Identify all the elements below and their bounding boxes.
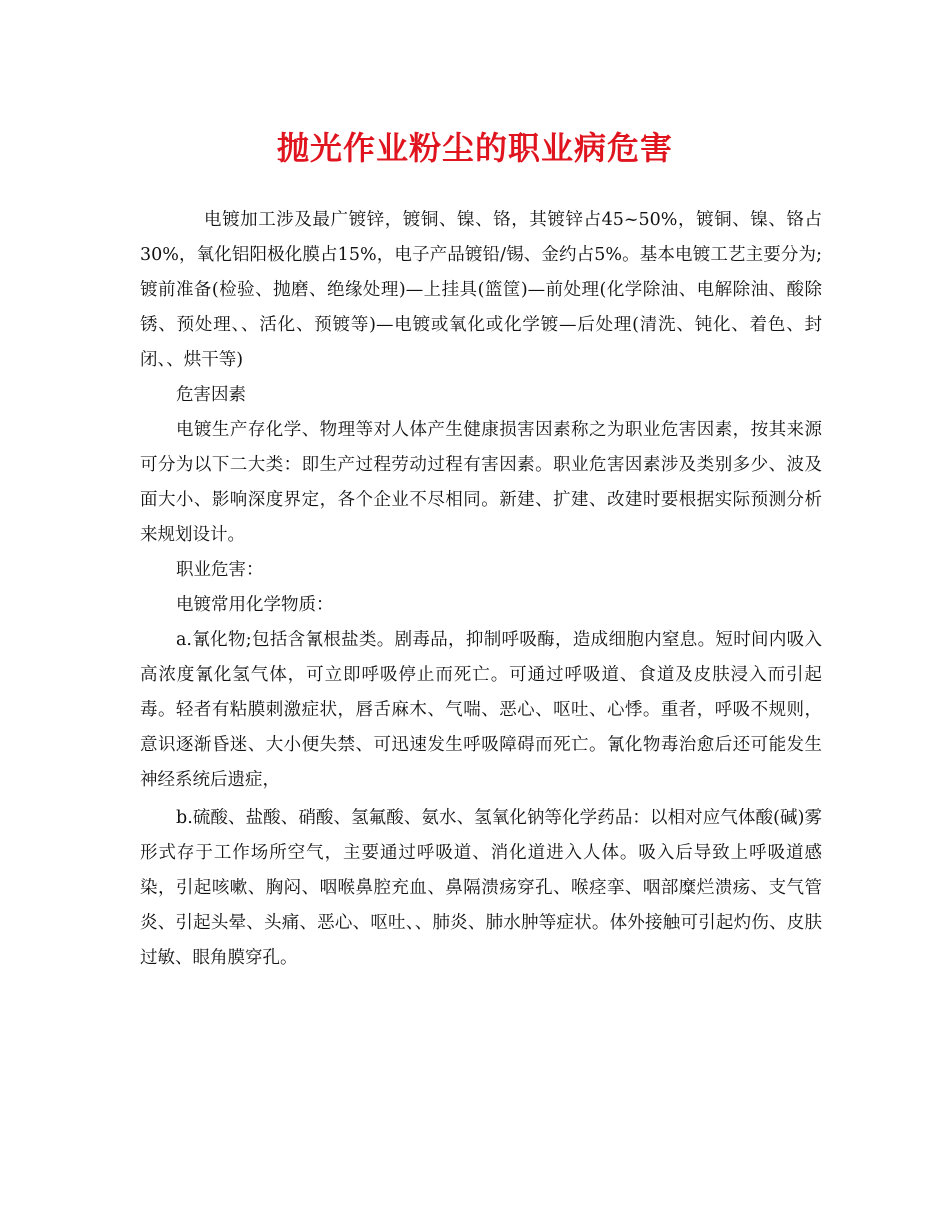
paragraph-hazard-factors: 电镀生产存化学、物理等对人体产生健康损害因素称之为职业危害因素，按其来源可分为以下二大类：即生产过程劳动过程有害因素。职业危害因素涉及类别多少、波及面大小、影响深度界定，各个企业不尽相同。新建、扩建、改建时要根据实际预测分析来规划设计。 xyxy=(140,420,822,545)
heading-common-chemicals: 电镀常用化学物质： xyxy=(176,595,334,615)
heading-occupational-hazards: 职业危害： xyxy=(176,560,264,580)
heading-hazard-factors: 危害因素 xyxy=(176,385,246,405)
paragraph-intro: 电镀加工涉及最广镀锌，镀铜、镍、铬，其镀锌占45~50%，镀铜、镍、铬占30%，氧化铝阳极化膜占15%，电子产品镀铅/锡、金约占5%。基本电镀工艺主要分为;镀前准备(检验、抛磨、绝缘处理)—上挂具(篮筐)—前处理(化学除油、电解除油、酸除锈、预处理、、活化、预镀等)—电镀或氧化或化学镀—后处理(清洗、钝化、着色、封闭、、烘干等) xyxy=(140,210,822,370)
document-title: 抛光作业粉尘的职业病危害 xyxy=(276,129,673,167)
document-body xyxy=(140,203,822,976)
paragraph-acids: b.硫酸、盐酸、硝酸、氢氟酸、氨水、氢氧化钠等化学药品：以相对应气体酸(碱)雾形式存于工作场所空气，主要通过呼吸道、消化道进入人体。吸入后导致上呼吸道感染，引起咳嗽、胸闷、咽喉鼻腔充血、鼻隔溃疡穿孔、喉痉挛、咽部糜烂溃疡、支气管炎、引起头晕、头痛、恶心、呕吐、、肺炎、肺水肿等症状。体外接触可引起灼伤、皮肤过敏、眼角膜穿孔。 xyxy=(140,808,822,968)
paragraph-cyanide: a.氰化物;包括含氰根盐类。剧毒品，抑制呼吸酶，造成细胞内窒息。短时间内吸入高浓度氰化氢气体，可立即呼吸停止而死亡。可通过呼吸道、食道及皮肤浸入而引起毒。轻者有粘膜刺激症状，唇舌麻木、气喘、恶心、呕吐、心悸。重者，呼吸不规则，意识逐渐昏迷、大小便失禁、可迅速发生呼吸障碍而死亡。氰化物毒治愈后还可能发生神经系统后遗症， xyxy=(140,630,822,790)
